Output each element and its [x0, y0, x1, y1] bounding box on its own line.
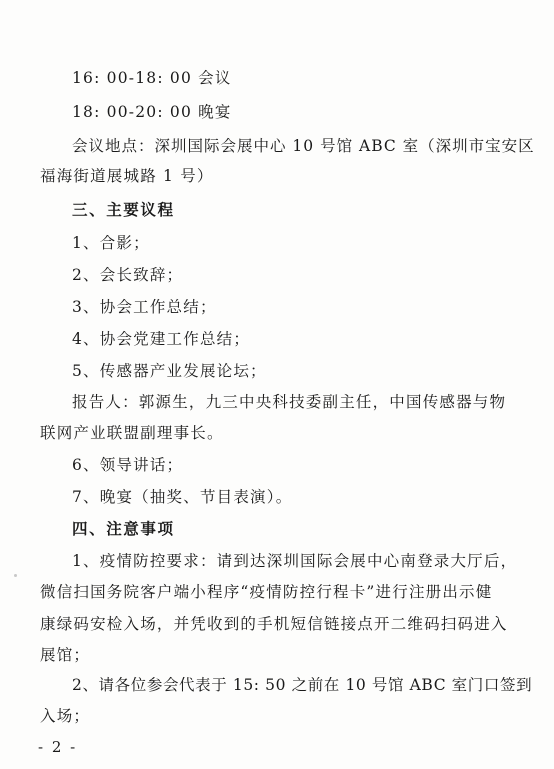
agenda-item: 7、晚宴（抽奖、节目表演）。: [72, 488, 293, 506]
scan-speck: [14, 574, 17, 577]
agenda-item: 4、协会党建工作总结；: [72, 330, 251, 348]
section-heading-agenda: 三、主要议程: [72, 201, 175, 219]
schedule-meeting-line: 16: 00-18: 00 会议: [72, 69, 232, 87]
note-2-line-2: 入场；: [40, 707, 91, 725]
agenda-item: 5、传感器产业发展论坛；: [72, 362, 267, 380]
schedule-banquet-line: 18: 00-20: 00 晚宴: [72, 103, 232, 121]
venue-line-2: 福海街道展城路 1 号）: [40, 167, 214, 185]
reporter-line-2: 联网产业联盟副理事长。: [40, 424, 224, 442]
reporter-line-1: 报告人：郭源生，九三中央科技委副主任，中国传感器与物: [72, 393, 507, 411]
agenda-item: 3、协会工作总结；: [72, 298, 217, 316]
note-1-line-3: 康绿码安检入场，并凭收到的手机短信链接点开二维码扫码进入: [40, 615, 508, 633]
note-2-line-1: 2、请各位参会代表于 15: 50 之前在 10 号馆 ABC 室门口签到: [72, 676, 533, 694]
note-1-line-4: 展馆；: [40, 646, 91, 664]
agenda-item: 2、会长致辞；: [72, 266, 184, 284]
note-1-line-1: 1、疫情防控要求：请到达深圳国际会展中心南登录大厅后，: [72, 552, 518, 570]
section-heading-notes: 四、注意事项: [72, 520, 175, 538]
agenda-item: 6、领导讲话；: [72, 456, 184, 474]
note-1-line-2: 微信扫国务院客户端小程序“疫情防控行程卡”进行注册出示健: [40, 583, 493, 601]
agenda-item: 1、合影；: [72, 234, 150, 252]
page-number: - 2 -: [38, 738, 78, 756]
venue-line-1: 会议地点：深圳国际会展中心 10 号馆 ABC 室（深圳市宝安区: [72, 137, 535, 155]
